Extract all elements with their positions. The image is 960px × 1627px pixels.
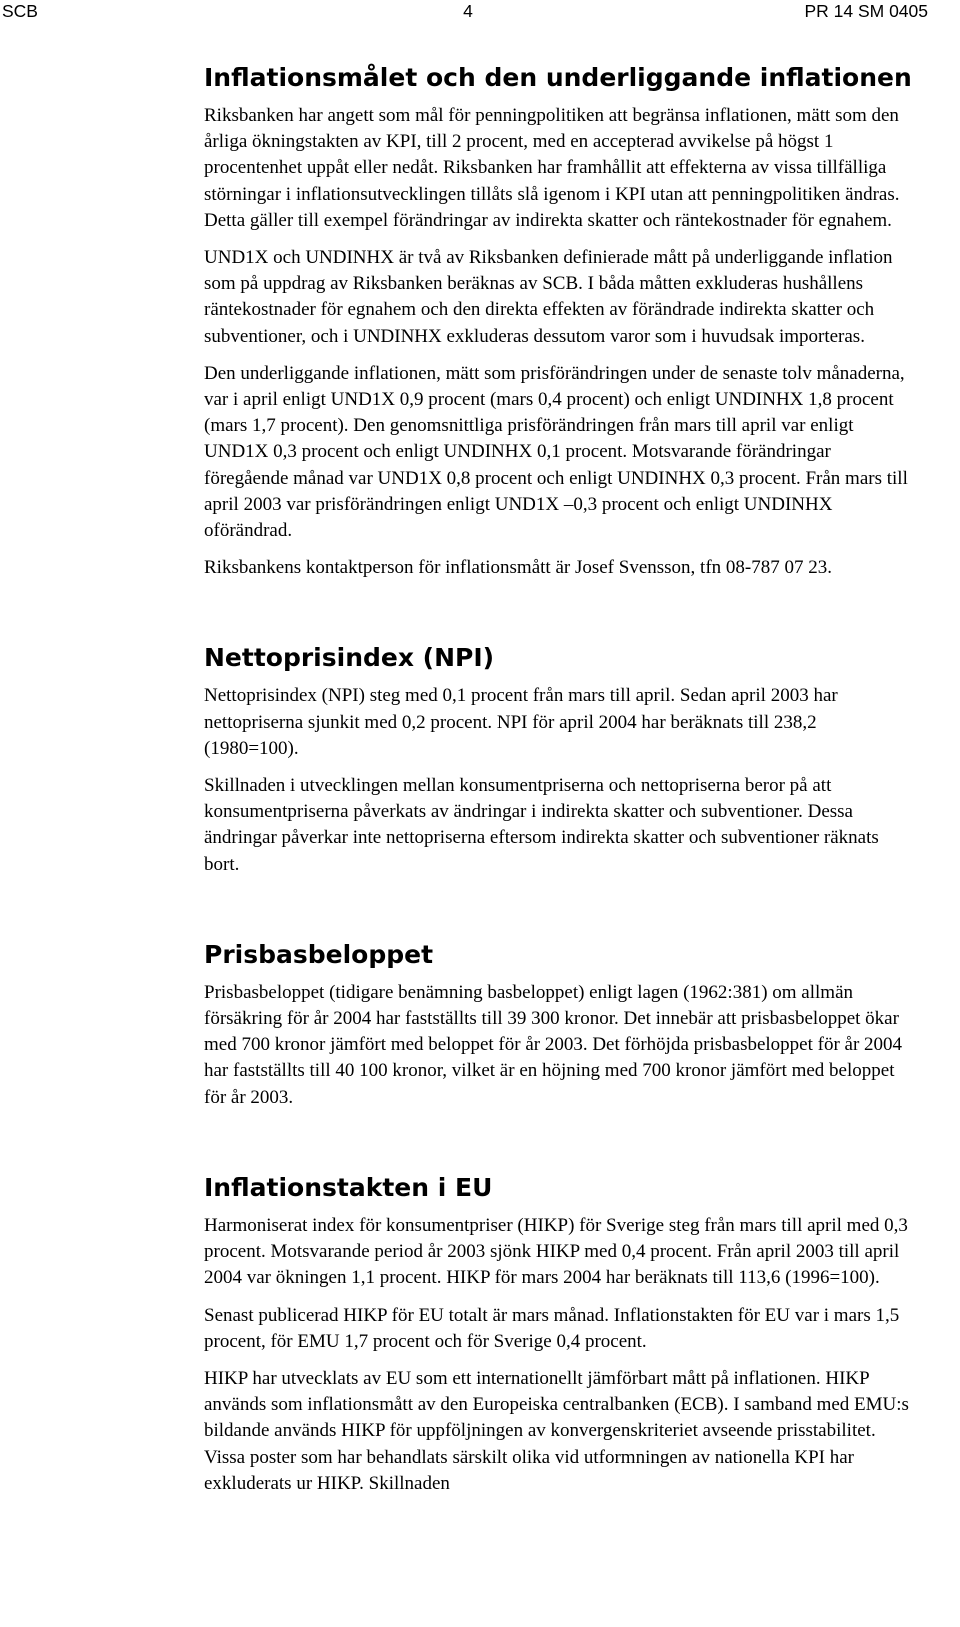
- section-spacer: [204, 1122, 914, 1173]
- paragraph: Harmoniserat index för konsumentpriser (HIKP) för Sverige steg från mars till april med 0,3 procent. Motsvarande period år 2003 sjönk HIKP med 0,4 procent. Från april 2003 till april 2004 var ökningen 1,1 procent. HIKP för mars 2004 har beräknats till 113,6 (1996=100).: [204, 1214, 908, 1289]
- page-number: 4: [463, 1, 473, 21]
- paragraph: Den underliggande inflationen, mätt som prisförändringen under de senaste tolv månaderna, var i april enligt UND1X 0,9 procent (mars 0,4 procent) och enligt UNDINHX 1,8 procent (mars 1,7 procent). Den genomsnittliga prisförändringen från mars till april var enligt UND1X 0,3 procent och enligt UNDINHX 0,1 procent. Motsvarande förändringar föregående månad var UND1X 0,8 procent och enligt UNDINHX 0,3 procent. Från mars till april 2003 var prisförändringen enligt UND1X –0,3 procent och enligt UNDINHX oförändrad.: [204, 362, 908, 542]
- document-body: [204, 63, 914, 1508]
- section-spacer: [204, 889, 914, 940]
- paragraph: Riksbankens kontaktperson för inflationsmått är Josef Svensson, tfn 08-787 07 23.: [204, 557, 832, 579]
- page-header: [0, 0, 960, 30]
- section-inflation-target: [204, 63, 914, 581]
- header-organization: SCB: [2, 1, 38, 21]
- section-heading: Inflationstakten i EU: [204, 1172, 493, 1202]
- section-heading: Inflationsmålet och den underliggande inflationen: [204, 63, 912, 92]
- section-price-base-amount: [204, 940, 914, 1111]
- paragraph: Riksbanken har angett som mål för penningpolitiken att begränsa inflationen, mätt som den årliga ökningstakten av KPI, till 2 procent, med en accepterad avvikelse på högst 1 procentenhet uppåt eller nedåt. Riksbanken har framhållit att effekterna av vissa tillfälliga störningar i inflationsutvecklingen tillåts slå igenom i KPI utan att penningpolitiken ändras. Detta gäller till exempel förändringar av indirekta skatter och räntekostnader för egnahem.: [204, 105, 900, 231]
- paragraph: Skillnaden i utvecklingen mellan konsumentpriserna och nettopriserna beror på att konsumentpriserna påverkats av ändringar i indirekta skatter och subventioner. Dessa ändringar påverkar inte nettopriserna eftersom indirekta skatter och subventioner räknats bort.: [204, 775, 879, 875]
- paragraph: Nettoprisindex (NPI) steg med 0,1 procent från mars till april. Sedan april 2003 har nettopriserna sjunkit med 0,2 procent. NPI för april 2004 har beräknats till 238,2 (1980=100).: [204, 685, 838, 759]
- section-net-price-index: [204, 643, 914, 877]
- header-publication-code: PR 14 SM 0405: [804, 1, 928, 21]
- section-heading: Prisbasbeloppet: [204, 939, 434, 969]
- section-eu-inflation: [204, 1173, 914, 1497]
- paragraph: HIKP har utvecklats av EU som ett internationellt jämförbart mått på inflationen. HIKP används som inflationsmått av den Europeiska centralbanken (ECB). I samband med EMU:s bildande används HIKP för uppföljningen av konvergenskriteriet avseende prisstabilitet. Vissa poster som har behandlats särskilt olika vid utformningen av nationella KPI har exkluderats ur HIKP. Skillnaden: [204, 1367, 909, 1494]
- section-spacer: [204, 592, 914, 643]
- section-heading: Nettoprisindex (NPI): [204, 643, 495, 673]
- paragraph: Prisbasbeloppet (tidigare benämning basbeloppet) enligt lagen (1962:381) om allmän försäkring för år 2004 har fastställts till 39 300 kronor. Det innebär att prisbasbeloppet ökar med 700 kronor jämfört med beloppet för år 2003. Det förhöjda prisbasbeloppet för år 2004 har fastställts till 40 100 kronor, vilket är en höjning med 700 kronor jämfört med beloppet för år 2003.: [204, 981, 903, 1108]
- paragraph: UND1X och UNDINHX är två av Riksbanken definierade mått på underliggande inflation som på uppdrag av Riksbanken beräknas av SCB. I båda måtten exkluderas hushållens räntekostnader för egnahem och den direkta effekten av förändrade indirekta skatter och subventioner, och i UNDINHX exkluderas dessutom varor som i huvudsak importeras.: [204, 247, 893, 347]
- paragraph: Senast publicerad HIKP för EU totalt är mars månad. Inflationstakten för EU var i mars 1,5 procent, för EMU 1,7 procent och för Sverige 0,4 procent.: [204, 1304, 900, 1352]
